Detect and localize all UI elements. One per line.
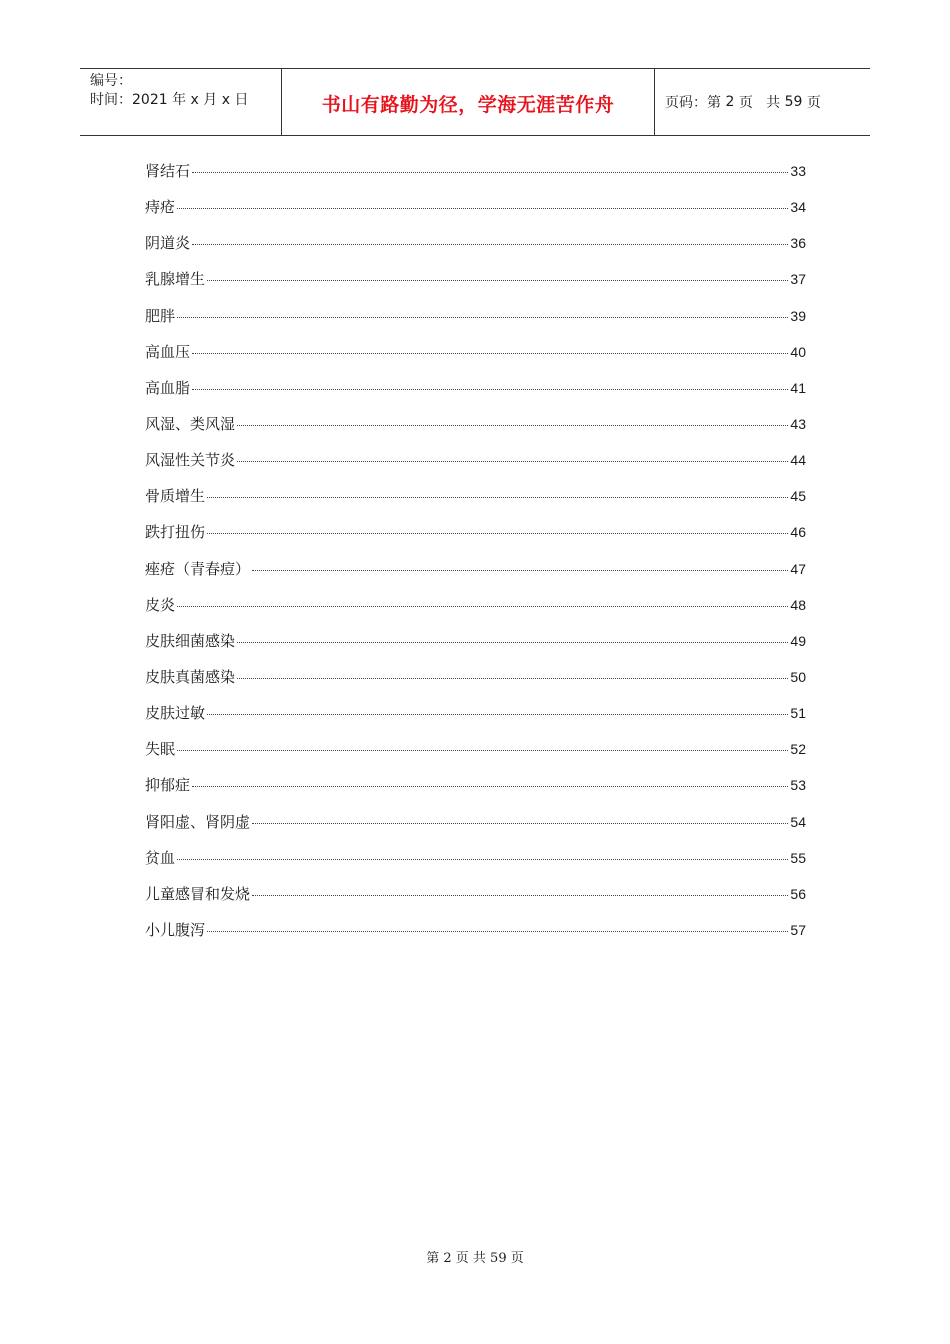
toc-entry-title: 乳腺增生: [145, 270, 206, 289]
toc-entry-title: 风湿、类风湿: [145, 414, 236, 433]
toc-entry[interactable]: [145, 449, 806, 485]
toc-entry-page: 40: [790, 343, 806, 360]
table-of-contents: [145, 160, 806, 955]
toc-entry[interactable]: [145, 919, 806, 955]
toc-dot-leader: [252, 895, 788, 896]
toc-dot-leader: [237, 642, 788, 643]
toc-entry-title: 抑郁症: [145, 776, 191, 795]
toc-entry[interactable]: [145, 413, 806, 449]
toc-dot-leader: [237, 461, 788, 462]
toc-entry[interactable]: [145, 811, 806, 847]
toc-entry-title: 小儿腹泻: [145, 920, 206, 939]
toc-entry[interactable]: [145, 847, 806, 883]
toc-entry-page: 33: [790, 163, 806, 179]
toc-entry[interactable]: [145, 702, 806, 738]
toc-entry[interactable]: [145, 305, 806, 341]
header-motto-cell: [282, 69, 655, 135]
toc-dot-leader: [207, 533, 788, 534]
toc-dot-leader: [192, 389, 788, 390]
toc-entry[interactable]: [145, 558, 806, 594]
toc-entry-title: 跌打扭伤: [145, 523, 206, 542]
toc-entry[interactable]: [145, 594, 806, 630]
toc-entry-page: 48: [790, 596, 806, 613]
page-header: [80, 68, 870, 136]
toc-entry-page: 49: [790, 632, 806, 649]
toc-entry[interactable]: [145, 774, 806, 810]
toc-entry-page: 54: [790, 813, 806, 830]
toc-dot-leader: [237, 678, 788, 679]
toc-entry-title: 高血脂: [145, 378, 191, 397]
page-footer: [0, 1247, 950, 1266]
toc-dot-leader: [252, 570, 788, 571]
toc-dot-leader: [192, 172, 788, 173]
toc-entry-title: 皮肤真菌感染: [145, 667, 236, 686]
toc-dot-leader: [207, 714, 788, 715]
toc-entry-title: 贫血: [145, 848, 176, 867]
page-suffix: 页: [802, 95, 821, 111]
toc-entry-page: 51: [790, 705, 806, 722]
toc-entry-page: 55: [790, 849, 806, 866]
toc-entry-page: 56: [790, 885, 806, 902]
toc-entry[interactable]: [145, 268, 806, 304]
toc-entry-page: 53: [790, 777, 806, 794]
toc-entry-page: 45: [790, 488, 806, 505]
toc-dot-leader: [192, 786, 788, 787]
toc-entry-title: 痔疮: [145, 198, 176, 217]
toc-entry-title: 皮肤细菌感染: [145, 631, 236, 650]
toc-entry-title: 阴道炎: [145, 234, 191, 253]
toc-entry-page: 50: [790, 668, 806, 685]
time-label: 时间：2021 年 x 月 x 日: [90, 92, 249, 108]
toc-entry[interactable]: [145, 485, 806, 521]
toc-entry-title: 高血压: [145, 342, 191, 361]
toc-entry[interactable]: [145, 232, 806, 268]
toc-entry-title: 儿童感冒和发烧: [145, 884, 251, 903]
toc-entry-title: 肾阳虚、肾阴虚: [145, 812, 251, 831]
toc-entry-page: 57: [790, 921, 806, 938]
toc-entry-title: 皮炎: [145, 595, 176, 614]
toc-entry-title: 失眠: [145, 740, 176, 759]
toc-entry[interactable]: [145, 377, 806, 413]
toc-entry-page: 37: [790, 271, 806, 288]
page-mid: 页 共: [734, 95, 785, 111]
toc-entry-page: 39: [790, 307, 806, 324]
toc-entry[interactable]: [145, 630, 806, 666]
toc-dot-leader: [207, 497, 788, 498]
header-meta: [80, 69, 282, 135]
page-total: 59: [784, 94, 803, 110]
toc-entry[interactable]: [145, 196, 806, 232]
header-page-info: [655, 69, 870, 135]
toc-entry-page: 41: [790, 379, 806, 396]
toc-dot-leader: [177, 750, 788, 751]
toc-dot-leader: [177, 317, 788, 318]
toc-dot-leader: [192, 244, 788, 245]
toc-entry-page: 47: [790, 560, 806, 577]
toc-entry-title: 痤疮（青春痘）: [145, 559, 251, 578]
toc-dot-leader: [177, 208, 788, 209]
toc-entry-page: 43: [790, 415, 806, 432]
toc-entry-title: 肾结石: [145, 162, 191, 180]
page-prefix: 页码：第: [665, 95, 726, 111]
toc-entry[interactable]: [145, 341, 806, 377]
toc-entry-page: 52: [790, 741, 806, 758]
toc-dot-leader: [177, 859, 788, 860]
toc-entry-title: 风湿性关节炎: [145, 451, 236, 470]
toc-entry-title: 骨质增生: [145, 487, 206, 506]
toc-dot-leader: [252, 823, 788, 824]
page-current: 2: [725, 94, 735, 110]
toc-dot-leader: [177, 606, 788, 607]
toc-dot-leader: [207, 280, 788, 281]
toc-entry[interactable]: [145, 738, 806, 774]
toc-entry-page: 44: [790, 452, 806, 469]
number-label: 编号：: [90, 73, 132, 89]
toc-entry-title: 肥胖: [145, 306, 176, 325]
toc-entry[interactable]: [145, 883, 806, 919]
toc-entry-page: 46: [790, 524, 806, 541]
toc-entry[interactable]: [145, 160, 806, 196]
footer-page-number: 第 2 页 共 59 页: [426, 1251, 524, 1266]
toc-entry-page: 36: [790, 235, 806, 252]
toc-dot-leader: [237, 425, 788, 426]
toc-entry-page: 34: [790, 199, 806, 216]
toc-dot-leader: [207, 931, 788, 932]
motto: 书山有路勤为径，学海无涯苦作舟: [321, 93, 615, 116]
toc-entry-title: 皮肤过敏: [145, 704, 206, 723]
toc-entry[interactable]: [145, 521, 806, 557]
toc-entry[interactable]: [145, 666, 806, 702]
toc-dot-leader: [192, 353, 788, 354]
